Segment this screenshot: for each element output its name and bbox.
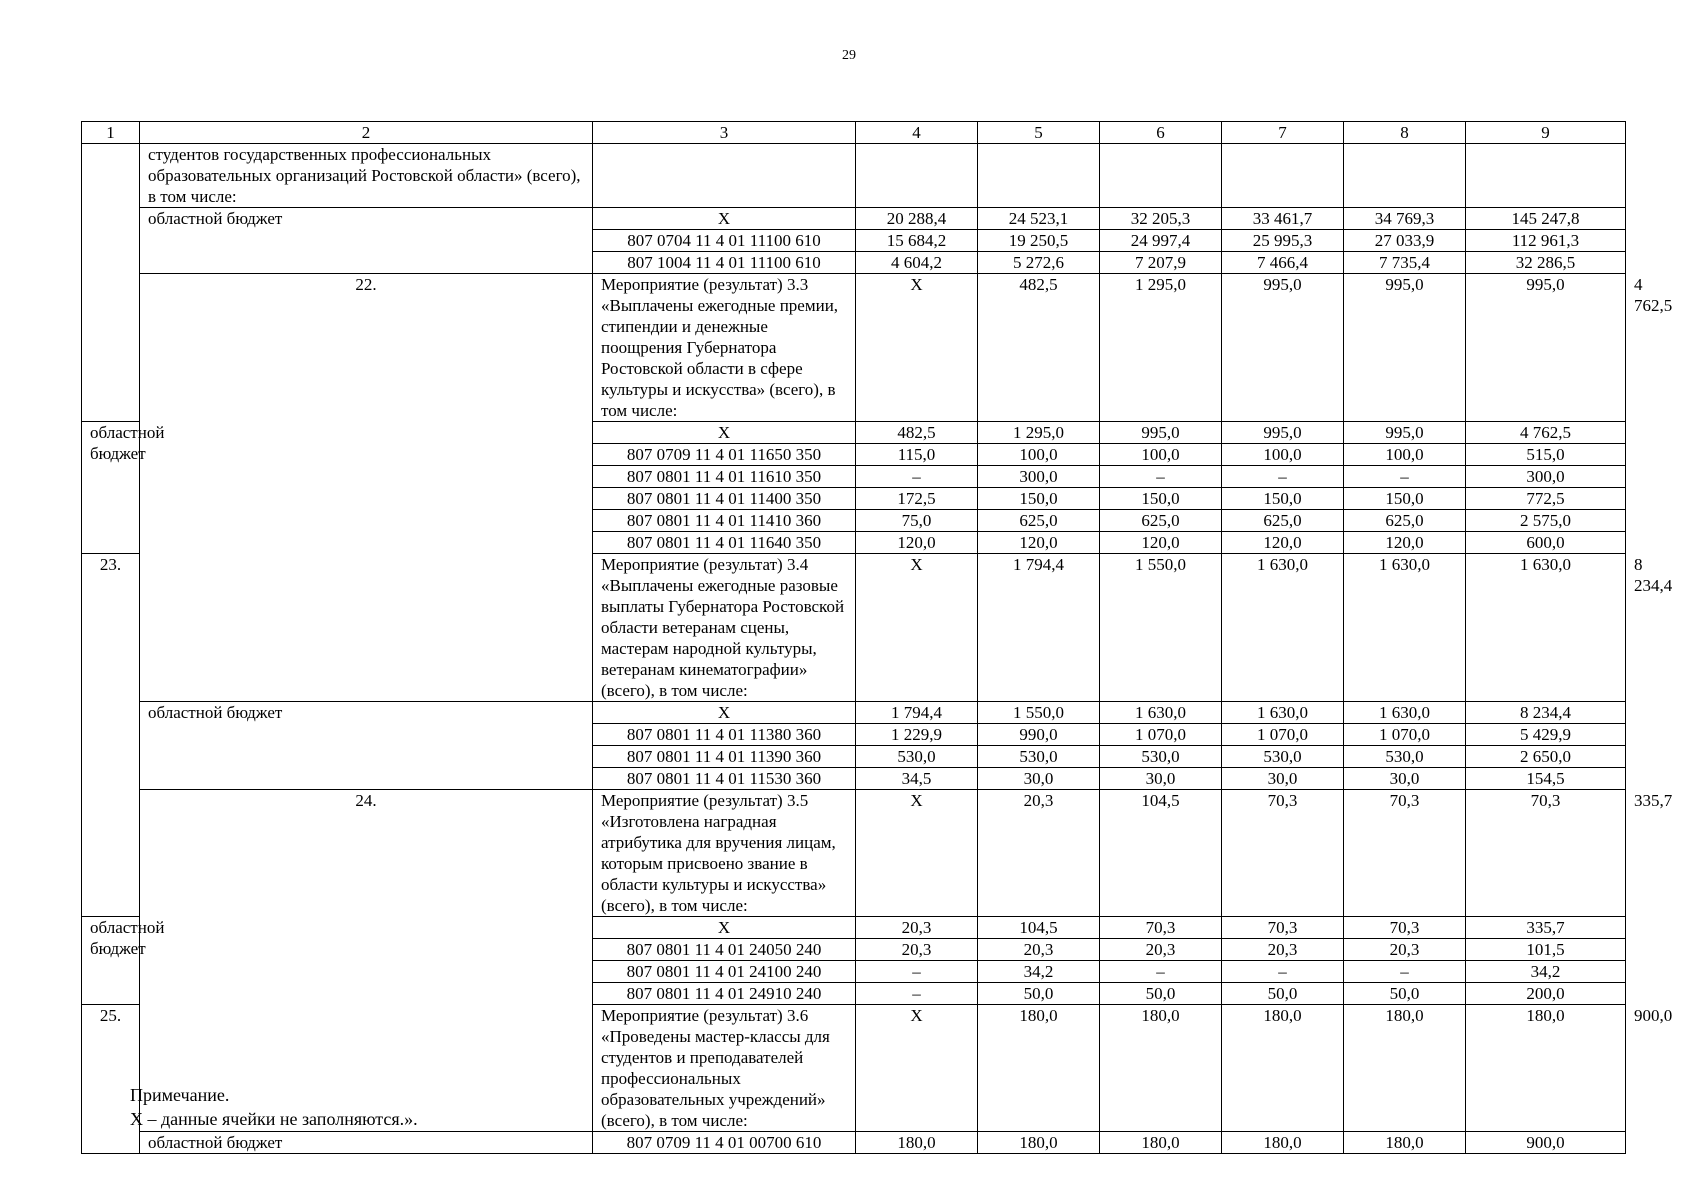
column-header: 7 <box>1222 122 1344 144</box>
value-cell: 625,0 <box>978 510 1100 532</box>
value-cell: 30,0 <box>1100 768 1222 790</box>
budget-code-cell: X <box>593 917 856 939</box>
value-cell: 180,0 <box>978 1005 1100 1132</box>
value-cell: 70,3 <box>1344 790 1466 917</box>
budget-code-cell <box>593 144 856 208</box>
value-cell: 530,0 <box>1222 746 1344 768</box>
column-header-row <box>82 122 1626 144</box>
value-cell: 1 630,0 <box>1100 702 1222 724</box>
value-cell: 1 229,9 <box>856 724 978 746</box>
budget-code-cell: 807 0801 11 4 01 11400 350 <box>593 488 856 510</box>
value-cell: 200,0 <box>1466 983 1626 1005</box>
value-cell: 70,3 <box>1344 917 1466 939</box>
value-cell <box>1344 144 1466 208</box>
budget-code-cell: 807 1004 11 4 01 11100 610 <box>593 252 856 274</box>
value-cell: 145 247,8 <box>1466 208 1626 230</box>
value-cell: 1 630,0 <box>1222 554 1344 702</box>
value-cell: 180,0 <box>856 1132 978 1154</box>
budget-code-cell: X <box>856 790 978 917</box>
value-cell: 180,0 <box>1466 1005 1626 1132</box>
budget-code-cell: 807 0801 11 4 01 11610 350 <box>593 466 856 488</box>
table-row: 23. Мероприятие (результат) 3.4 «Выплачены ежегодные разовые выплаты Губернатора Ростовской области ветеранам сцены, мастерам народной культуры, ветеранам кинематографии» (всего), в том числе: X 1 794,4 1 550,0 1 630,0 1 630,0 1 630,0 8 234,4 <box>82 554 1626 702</box>
column-header: 1 <box>82 122 140 144</box>
funding-source-label: областной бюджет <box>140 702 593 790</box>
value-cell: 120,0 <box>978 532 1100 554</box>
budget-code-cell: 807 0709 11 4 01 11650 350 <box>593 444 856 466</box>
value-cell: 32 205,3 <box>1100 208 1222 230</box>
value-cell: 1 630,0 <box>1466 554 1626 702</box>
value-cell: 1 070,0 <box>1100 724 1222 746</box>
budget-code-cell: 807 0709 11 4 01 00700 610 <box>593 1132 856 1154</box>
value-cell: 20,3 <box>1100 939 1222 961</box>
value-cell: 120,0 <box>1100 532 1222 554</box>
value-cell: 50,0 <box>978 983 1100 1005</box>
page-number: 29 <box>842 48 856 63</box>
value-cell: 530,0 <box>978 746 1100 768</box>
table-row <box>82 144 1626 208</box>
table-body <box>82 144 1673 1154</box>
value-cell: 120,0 <box>1344 532 1466 554</box>
value-cell: 515,0 <box>1466 444 1626 466</box>
value-cell: 34,2 <box>1466 961 1626 983</box>
value-cell: 300,0 <box>978 466 1100 488</box>
budget-code-cell: 807 0801 11 4 01 11530 360 <box>593 768 856 790</box>
value-cell: 530,0 <box>1344 746 1466 768</box>
value-cell: 1 630,0 <box>1344 702 1466 724</box>
activity-title: Мероприятие (результат) 3.3 «Выплачены ежегодные премии, стипендии и денежные поощрения Губернатора Ростовской области в сфере культуры и искусства» (всего), в том числе: <box>593 274 856 422</box>
value-cell: 27 033,9 <box>1344 230 1466 252</box>
value-cell: 1 295,0 <box>1100 274 1222 422</box>
value-cell <box>856 144 978 208</box>
value-cell: 995,0 <box>1100 422 1222 444</box>
value-cell: 7 735,4 <box>1344 252 1466 274</box>
value-cell: 4 604,2 <box>856 252 978 274</box>
value-cell: 482,5 <box>856 422 978 444</box>
value-cell: 70,3 <box>1222 790 1344 917</box>
value-cell: 150,0 <box>978 488 1100 510</box>
column-header: 2 <box>140 122 593 144</box>
value-cell: 1 295,0 <box>978 422 1100 444</box>
value-cell: 482,5 <box>978 274 1100 422</box>
row-number: 23. <box>82 554 140 917</box>
value-cell: 150,0 <box>1100 488 1222 510</box>
value-cell <box>1222 144 1344 208</box>
value-cell: 100,0 <box>1344 444 1466 466</box>
budget-code-cell: X <box>593 702 856 724</box>
value-cell <box>1466 144 1626 208</box>
value-cell: 530,0 <box>1100 746 1222 768</box>
budget-code-cell: 807 0801 11 4 01 24100 240 <box>593 961 856 983</box>
value-cell: – <box>1222 961 1344 983</box>
value-cell: 180,0 <box>1100 1005 1222 1132</box>
row-number: 22. <box>140 274 593 702</box>
value-cell: 7 466,4 <box>1222 252 1344 274</box>
funding-source-label: областной бюджет <box>82 422 140 554</box>
value-cell: 19 250,5 <box>978 230 1100 252</box>
value-cell: 335,7 <box>1466 917 1626 939</box>
value-cell: – <box>1344 466 1466 488</box>
value-cell: 5 429,9 <box>1466 724 1626 746</box>
budget-code-cell: X <box>856 274 978 422</box>
value-cell: 50,0 <box>1344 983 1466 1005</box>
value-cell: 180,0 <box>1222 1132 1344 1154</box>
value-cell: 990,0 <box>978 724 1100 746</box>
value-cell: 172,5 <box>856 488 978 510</box>
value-cell: 33 461,7 <box>1222 208 1344 230</box>
note-text: X – данные ячейки не заполняются.». <box>130 1109 418 1129</box>
value-cell: 2 575,0 <box>1466 510 1626 532</box>
value-cell: 20,3 <box>856 917 978 939</box>
value-cell: 24 997,4 <box>1100 230 1222 252</box>
value-cell: – <box>1100 466 1222 488</box>
value-cell: 180,0 <box>978 1132 1100 1154</box>
value-cell: – <box>856 961 978 983</box>
funding-source-label: областной бюджет <box>82 917 140 1005</box>
budget-code-cell: 807 0801 11 4 01 11410 360 <box>593 510 856 532</box>
value-cell <box>1100 144 1222 208</box>
value-cell: 100,0 <box>1100 444 1222 466</box>
budget-code-cell: 807 0801 11 4 01 11390 360 <box>593 746 856 768</box>
value-cell: 70,3 <box>1222 917 1344 939</box>
note <box>130 1083 418 1131</box>
value-cell <box>978 144 1100 208</box>
value-cell: 20,3 <box>978 939 1100 961</box>
value-cell: 1 794,4 <box>978 554 1100 702</box>
value-cell: 1 630,0 <box>1222 702 1344 724</box>
value-cell: 75,0 <box>856 510 978 532</box>
column-header: 8 <box>1344 122 1466 144</box>
table-row: 25. Мероприятие (результат) 3.6 «Проведены мастер-классы для студентов и преподавателей профессиональных образовательных учреждений» (всего), в том числе: X 180,0 180,0 180,0 180,0 180,0 900,0 <box>82 1005 1626 1132</box>
value-cell: 180,0 <box>1100 1132 1222 1154</box>
column-header: 9 <box>1466 122 1626 144</box>
value-cell: 154,5 <box>1466 768 1626 790</box>
row-number: 25. <box>82 1005 140 1154</box>
value-cell: 995,0 <box>1222 274 1344 422</box>
value-cell: 24 523,1 <box>978 208 1100 230</box>
value-cell: 115,0 <box>856 444 978 466</box>
funding-source-label: областной бюджет <box>140 208 593 274</box>
table-row: 22. Мероприятие (результат) 3.3 «Выплачены ежегодные премии, стипендии и денежные поощрения Губернатора Ростовской области в сфере культуры и искусства» (всего), в том числе: X 482,5 1 295,0 995,0 995,0 995,0 4 762,5 <box>82 274 1626 422</box>
value-cell: 104,5 <box>1100 790 1222 917</box>
value-cell: 32 286,5 <box>1466 252 1626 274</box>
value-cell: 120,0 <box>1222 532 1344 554</box>
value-cell: – <box>1100 961 1222 983</box>
table-row <box>82 702 1626 724</box>
value-cell: 625,0 <box>1344 510 1466 532</box>
budget-table <box>81 121 1673 1154</box>
value-cell: 20,3 <box>1222 939 1344 961</box>
value-cell: 104,5 <box>978 917 1100 939</box>
value-cell: 25 995,3 <box>1222 230 1344 252</box>
budget-code-cell: 807 0801 11 4 01 11640 350 <box>593 532 856 554</box>
value-cell: 995,0 <box>1344 274 1466 422</box>
value-cell: 70,3 <box>1100 917 1222 939</box>
value-cell: 8 234,4 <box>1466 702 1626 724</box>
value-cell: 1 070,0 <box>1344 724 1466 746</box>
value-cell: 530,0 <box>856 746 978 768</box>
value-cell: 100,0 <box>978 444 1100 466</box>
value-cell: 15 684,2 <box>856 230 978 252</box>
value-cell: 50,0 <box>1222 983 1344 1005</box>
value-cell: 900,0 <box>1466 1132 1626 1154</box>
value-cell: 772,5 <box>1466 488 1626 510</box>
value-cell: 30,0 <box>978 768 1100 790</box>
value-cell: 180,0 <box>1344 1132 1466 1154</box>
value-cell: 995,0 <box>1344 422 1466 444</box>
table-row: 24. Мероприятие (результат) 3.5 «Изготовлена наградная атрибутика для вручения лицам, которым присвоено звание в области культуры и искусства» (всего), в том числе: X 20,3 104,5 70,3 70,3 70,3 335,7 <box>82 790 1626 917</box>
table-row <box>82 1132 1626 1154</box>
value-cell: 100,0 <box>1222 444 1344 466</box>
row-number <box>82 144 140 422</box>
note-heading: Примечание. <box>130 1085 230 1105</box>
budget-code-cell: X <box>593 208 856 230</box>
value-cell: – <box>856 983 978 1005</box>
value-cell: 20 288,4 <box>856 208 978 230</box>
value-cell: 7 207,9 <box>1100 252 1222 274</box>
value-cell: 625,0 <box>1100 510 1222 532</box>
value-cell: 34 769,3 <box>1344 208 1466 230</box>
value-cell: 600,0 <box>1466 532 1626 554</box>
value-cell: 1 550,0 <box>1100 554 1222 702</box>
value-cell: 180,0 <box>1222 1005 1344 1132</box>
activity-title: студентов государственных профессиональных образовательных организаций Ростовской области» (всего), в том числе: <box>140 144 593 208</box>
activity-title: Мероприятие (результат) 3.4 «Выплачены ежегодные разовые выплаты Губернатора Ростовской области ветеранам сцены, мастерам народной культуры, ветеранам кинематографии» (всего), в том числе: <box>593 554 856 702</box>
value-cell: 1 630,0 <box>1344 554 1466 702</box>
activity-title: Мероприятие (результат) 3.5 «Изготовлена наградная атрибутика для вручения лицам, которым присвоено звание в области культуры и искусства» (всего), в том числе: <box>593 790 856 917</box>
value-cell: 30,0 <box>1222 768 1344 790</box>
value-cell: 34,2 <box>978 961 1100 983</box>
value-cell: 180,0 <box>1344 1005 1466 1132</box>
column-header: 4 <box>856 122 978 144</box>
value-cell: 1 550,0 <box>978 702 1100 724</box>
value-cell: 4 762,5 <box>1466 422 1626 444</box>
value-cell: 5 272,6 <box>978 252 1100 274</box>
budget-code-cell: 807 0801 11 4 01 11380 360 <box>593 724 856 746</box>
value-cell: 995,0 <box>1222 422 1344 444</box>
value-cell: 300,0 <box>1466 466 1626 488</box>
value-cell: 1 794,4 <box>856 702 978 724</box>
value-cell: 995,0 <box>1466 274 1626 422</box>
table-row <box>82 208 1626 230</box>
value-cell: 20,3 <box>856 939 978 961</box>
budget-code-cell: X <box>856 1005 978 1132</box>
value-cell: 101,5 <box>1466 939 1626 961</box>
row-number: 24. <box>140 790 593 1132</box>
value-cell: 120,0 <box>856 532 978 554</box>
value-cell: – <box>1222 466 1344 488</box>
value-cell: 34,5 <box>856 768 978 790</box>
budget-code-cell: 807 0801 11 4 01 24910 240 <box>593 983 856 1005</box>
value-cell: 1 070,0 <box>1222 724 1344 746</box>
value-cell: 625,0 <box>1222 510 1344 532</box>
activity-title: Мероприятие (результат) 3.6 «Проведены мастер-классы для студентов и преподавателей профессиональных образовательных учреждений» (всего), в том числе: <box>593 1005 856 1132</box>
budget-code-cell: 807 0801 11 4 01 24050 240 <box>593 939 856 961</box>
value-cell: 2 650,0 <box>1466 746 1626 768</box>
budget-code-cell: X <box>856 554 978 702</box>
value-cell: 50,0 <box>1100 983 1222 1005</box>
value-cell: 20,3 <box>1344 939 1466 961</box>
column-header: 3 <box>593 122 856 144</box>
column-header: 6 <box>1100 122 1222 144</box>
value-cell: 150,0 <box>1344 488 1466 510</box>
budget-code-cell: 807 0704 11 4 01 11100 610 <box>593 230 856 252</box>
value-cell: – <box>856 466 978 488</box>
budget-code-cell: X <box>593 422 856 444</box>
value-cell: 112 961,3 <box>1466 230 1626 252</box>
value-cell: 150,0 <box>1222 488 1344 510</box>
value-cell: 30,0 <box>1344 768 1466 790</box>
value-cell: 20,3 <box>978 790 1100 917</box>
value-cell: 70,3 <box>1466 790 1626 917</box>
column-header: 5 <box>978 122 1100 144</box>
funding-source-label: областной бюджет <box>140 1132 593 1154</box>
value-cell: – <box>1344 961 1466 983</box>
